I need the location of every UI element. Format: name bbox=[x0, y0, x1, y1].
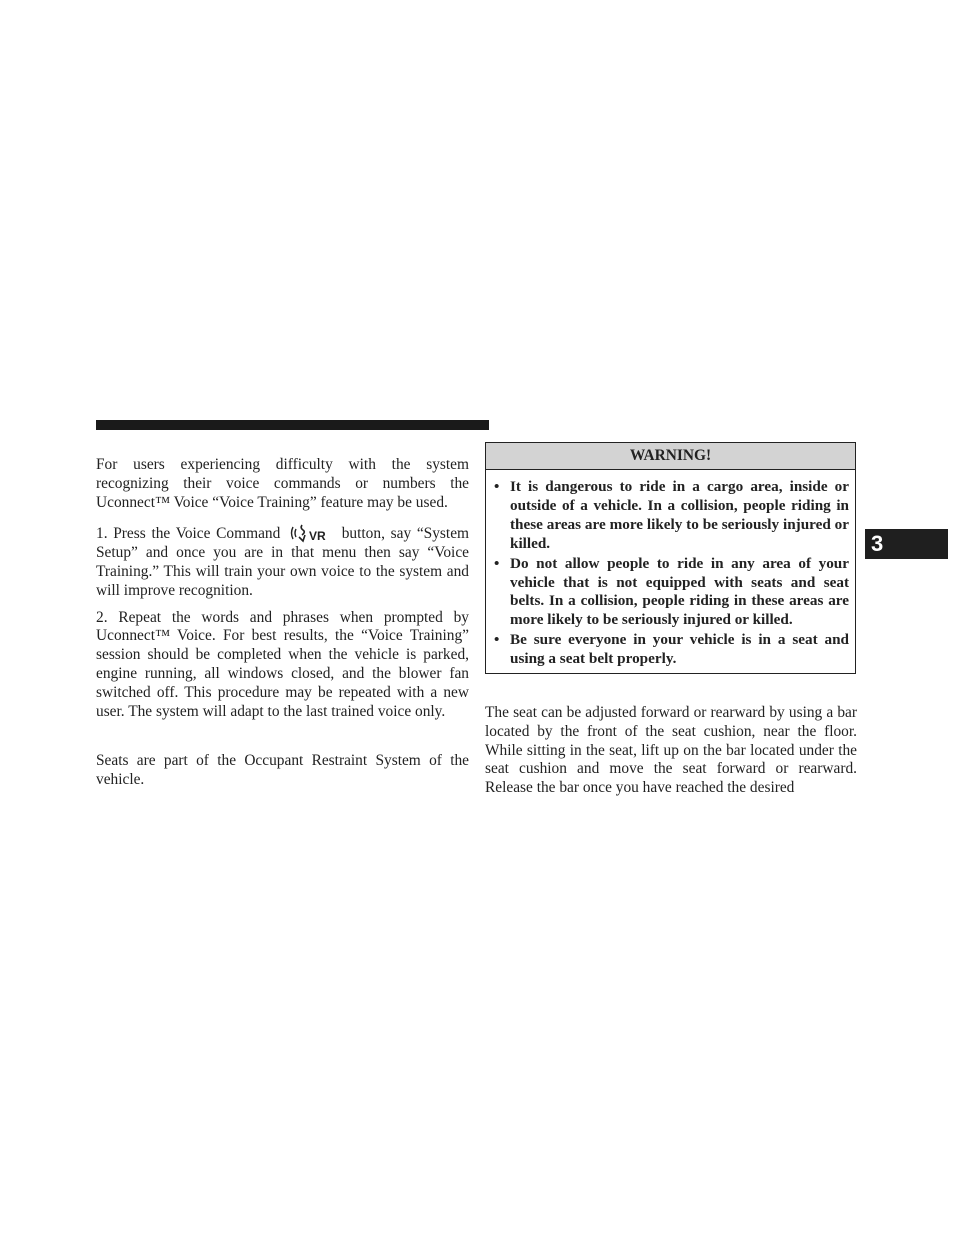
warning-item-text: Do not allow people to ride in any area of your vehicle that is not equipped with seats and seat belts. In a collision, people riding in these areas are more likely to be seriously injured or killed. bbox=[510, 554, 849, 629]
voice-command-icon bbox=[290, 523, 332, 543]
right-column bbox=[485, 704, 857, 798]
voice-training-step-2: 2. Repeat the words and phrases when prompted by Uconnect™ Voice. For best results, the “Voice Training” session should be completed when the vehicle is parked, engine running, all windows closed, and the blower fan switched off. This procedure may be repeated with a new user. The system will adapt to the last trained voice only. bbox=[96, 608, 469, 720]
chapter-tab: 3 bbox=[865, 529, 948, 559]
bullet-icon: • bbox=[494, 631, 500, 649]
bullet-icon: • bbox=[494, 554, 500, 572]
warning-box bbox=[485, 442, 856, 674]
voice-training-intro: For users experiencing difficulty with the system recognizing their voice commands or numbers the Uconnect™ Voice “Voice Training” feature may be used. bbox=[96, 456, 469, 511]
step-1-prefix: 1. Press the Voice Command bbox=[96, 525, 281, 543]
warning-item bbox=[494, 554, 849, 631]
warning-item-text: It is dangerous to ride in a cargo area, inside or outside of a vehicle. In a collision, people riding in these areas are more likely to be seriously injured or killed. bbox=[510, 478, 849, 552]
warning-item bbox=[494, 631, 849, 669]
left-column bbox=[96, 456, 469, 790]
seat-adjust-text: The seat can be adjusted forward or rearward by using a bar located by the front of the seat cushion, near the floor. While sitting in the seat, lift up on the bar located under the seat cushion and move the seat forward or rearward. Release the bar once you have reached the desired bbox=[485, 704, 857, 797]
bullet-icon: • bbox=[494, 478, 500, 495]
seats-intro: Seats are part of the Occupant Restraint System of the vehicle. bbox=[96, 752, 469, 789]
warning-list bbox=[486, 470, 855, 669]
warning-item-text: Be sure everyone in your vehicle is in a seat and using a seat belt properly. bbox=[510, 631, 849, 668]
step-1-suffix: button, say “System Setup” and once you are in that menu then say “Voice Training.” This will train your own voice to the system and will improve recognition. bbox=[96, 525, 470, 599]
svg-text:VR: VR bbox=[309, 529, 326, 544]
voice-training-step-1 bbox=[96, 523, 469, 600]
warning-title: WARNING! bbox=[486, 443, 855, 470]
warning-item bbox=[494, 478, 849, 554]
section-divider-bar bbox=[96, 420, 489, 430]
